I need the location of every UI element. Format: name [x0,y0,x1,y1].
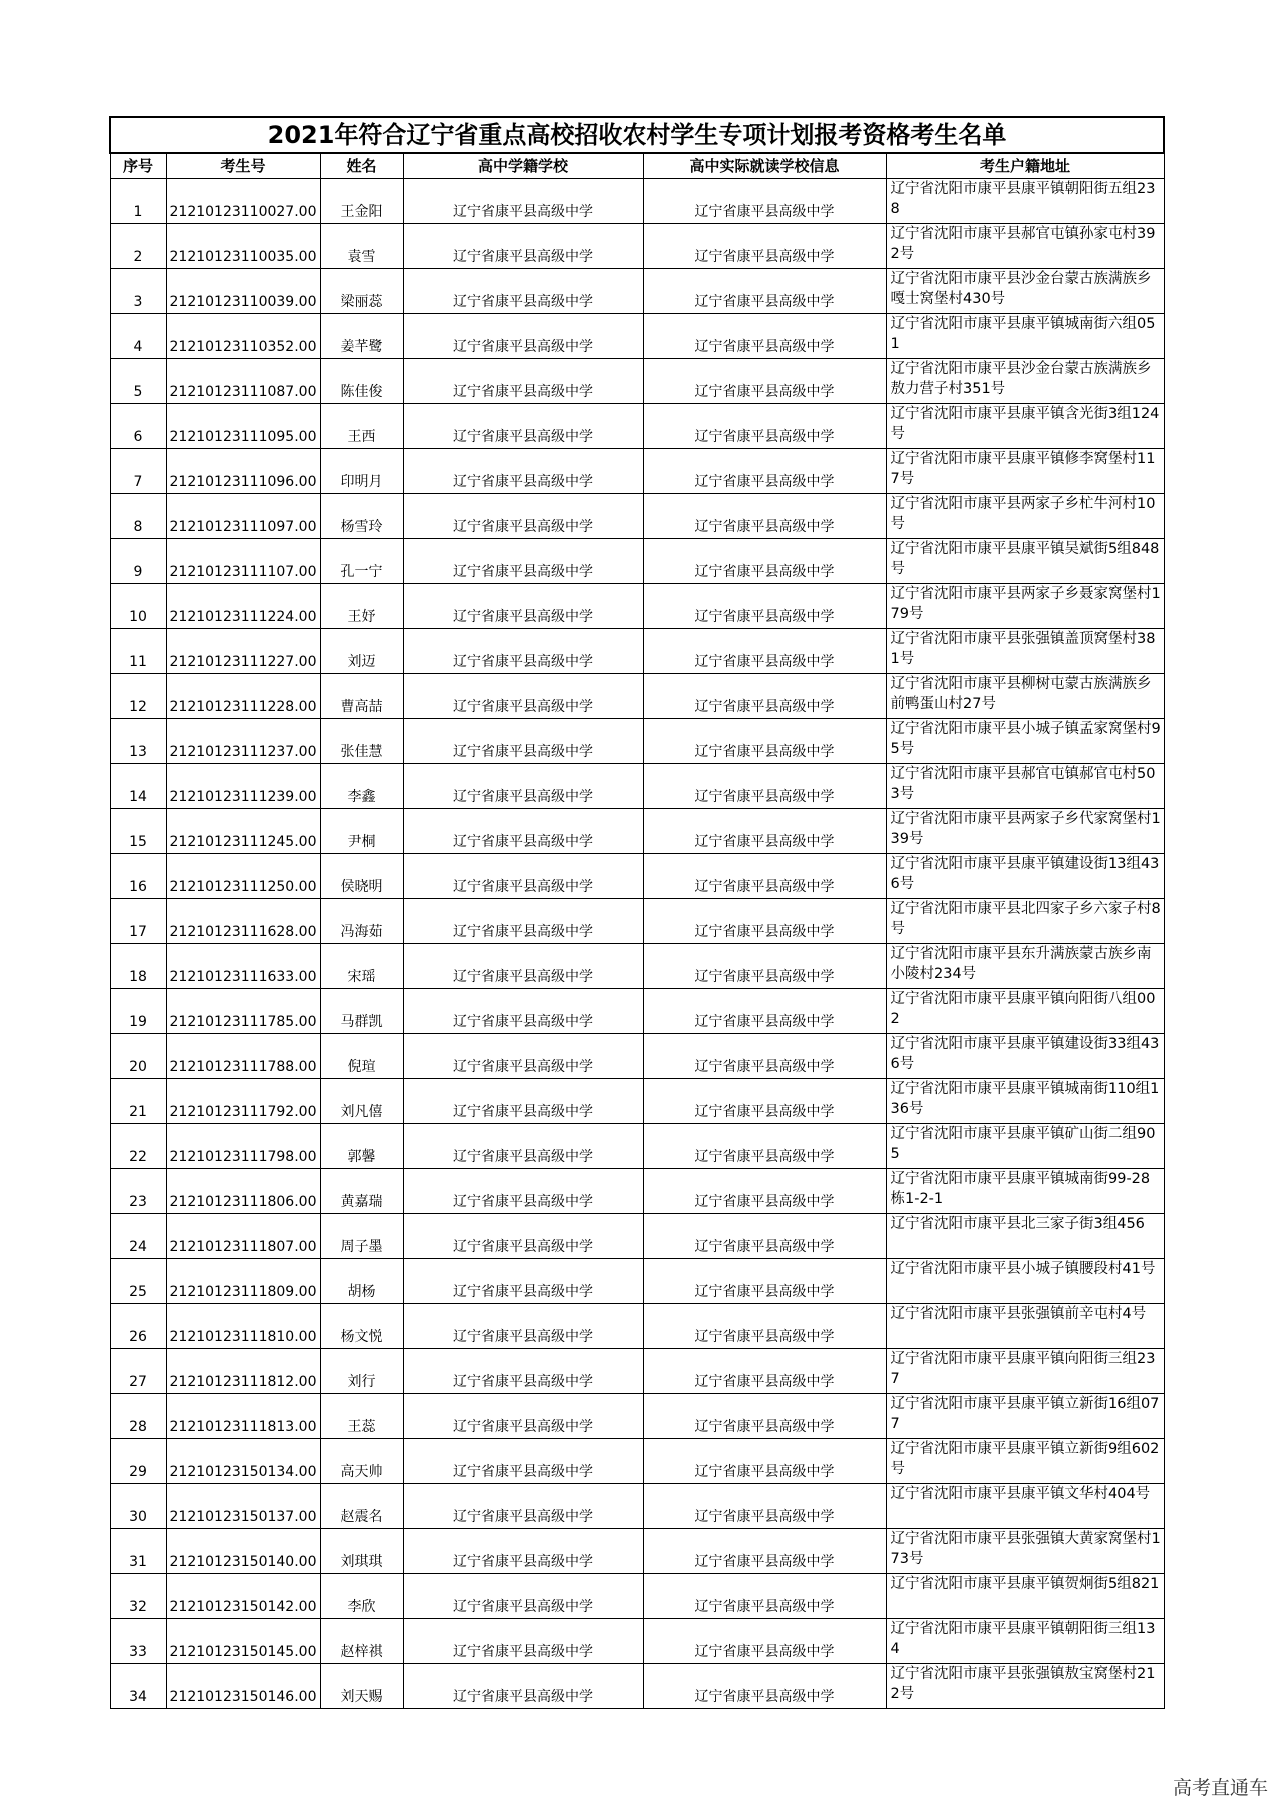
actual-school: 辽宁省康平县高级中学 [643,854,886,899]
actual-school: 辽宁省康平县高级中学 [643,314,886,359]
exam-id: 21210123150142.00 [166,1574,320,1619]
actual-school: 辽宁省康平县高级中学 [643,584,886,629]
row-index: 31 [110,1529,166,1574]
student-name: 赵震名 [320,1484,403,1529]
actual-school: 辽宁省康平县高级中学 [643,1034,886,1079]
household-address: 辽宁省沈阳市康平县两家子乡杧牛河村10号 [886,494,1164,539]
registered-school: 辽宁省康平县高级中学 [403,809,643,854]
table-row [110,1349,1164,1394]
student-name: 王金阳 [320,179,403,224]
household-address: 辽宁省沈阳市康平县康平镇城南街六组051 [886,314,1164,359]
exam-id: 21210123110027.00 [166,179,320,224]
exam-id: 21210123110352.00 [166,314,320,359]
student-name: 李鑫 [320,764,403,809]
registered-school: 辽宁省康平县高级中学 [403,989,643,1034]
registered-school: 辽宁省康平县高级中学 [403,1304,643,1349]
household-address: 辽宁省沈阳市康平县小城子镇腰段村41号 [886,1259,1164,1304]
table-row [110,1034,1164,1079]
table-row [110,224,1164,269]
household-address: 辽宁省沈阳市康平县东升满族蒙古族乡南小陵村234号 [886,944,1164,989]
row-index: 9 [110,539,166,584]
registered-school: 辽宁省康平县高级中学 [403,449,643,494]
household-address: 辽宁省沈阳市康平县康平镇建设街33组436号 [886,1034,1164,1079]
header-exam-id: 考生号 [166,153,320,179]
row-index: 12 [110,674,166,719]
registered-school: 辽宁省康平县高级中学 [403,629,643,674]
exam-id: 21210123111245.00 [166,809,320,854]
household-address: 辽宁省沈阳市康平县康平镇修李窝堡村117号 [886,449,1164,494]
actual-school: 辽宁省康平县高级中学 [643,809,886,854]
actual-school: 辽宁省康平县高级中学 [643,449,886,494]
table-row [110,944,1164,989]
table-row [110,179,1164,224]
row-index: 14 [110,764,166,809]
registered-school: 辽宁省康平县高级中学 [403,1034,643,1079]
exam-id: 21210123111788.00 [166,1034,320,1079]
student-name: 宋瑶 [320,944,403,989]
table-row [110,1214,1164,1259]
header-registered-school: 高中学籍学校 [403,153,643,179]
student-name: 袁雪 [320,224,403,269]
actual-school: 辽宁省康平县高级中学 [643,674,886,719]
registered-school: 辽宁省康平县高级中学 [403,1664,643,1709]
student-name: 孔一宁 [320,539,403,584]
exam-id: 21210123111633.00 [166,944,320,989]
table-row [110,1124,1164,1169]
table-row [110,1394,1164,1439]
household-address: 辽宁省沈阳市康平县张强镇盖顶窝堡村381号 [886,629,1164,674]
table-row [110,629,1164,674]
registered-school: 辽宁省康平县高级中学 [403,899,643,944]
watermark: 高考直通车 [1172,1777,1268,1799]
actual-school: 辽宁省康平县高级中学 [643,269,886,314]
household-address: 辽宁省沈阳市康平县康平镇吴斌街5组848号 [886,539,1164,584]
row-index: 25 [110,1259,166,1304]
header-name: 姓名 [320,153,403,179]
row-index: 28 [110,1394,166,1439]
table-row [110,1619,1164,1664]
exam-id: 21210123150137.00 [166,1484,320,1529]
student-name: 杨雪玲 [320,494,403,539]
registered-school: 辽宁省康平县高级中学 [403,854,643,899]
registered-school: 辽宁省康平县高级中学 [403,539,643,584]
registered-school: 辽宁省康平县高级中学 [403,224,643,269]
registered-school: 辽宁省康平县高级中学 [403,1619,643,1664]
household-address: 辽宁省沈阳市康平县康平镇朝阳街三组134 [886,1619,1164,1664]
student-name: 赵梓祺 [320,1619,403,1664]
exam-id: 21210123110039.00 [166,269,320,314]
row-index: 29 [110,1439,166,1484]
roster-sheet [109,116,1163,1709]
table-row [110,764,1164,809]
registered-school: 辽宁省康平县高级中学 [403,1484,643,1529]
student-name: 张佳慧 [320,719,403,764]
row-index: 4 [110,314,166,359]
table-row [110,1484,1164,1529]
student-name: 姜芊鹭 [320,314,403,359]
registered-school: 辽宁省康平县高级中学 [403,719,643,764]
actual-school: 辽宁省康平县高级中学 [643,764,886,809]
table-row [110,494,1164,539]
exam-id: 21210123111792.00 [166,1079,320,1124]
student-name: 黄嘉瑞 [320,1169,403,1214]
registered-school: 辽宁省康平县高级中学 [403,584,643,629]
student-name: 高天帅 [320,1439,403,1484]
row-index: 34 [110,1664,166,1709]
household-address: 辽宁省沈阳市康平县北三家子街3组456 [886,1214,1164,1259]
household-address: 辽宁省沈阳市康平县张强镇大黄家窝堡村173号 [886,1529,1164,1574]
exam-id: 21210123111237.00 [166,719,320,764]
exam-id: 21210123150146.00 [166,1664,320,1709]
household-address: 辽宁省沈阳市康平县柳树屯蒙古族满族乡前鸭蛋山村27号 [886,674,1164,719]
table-row [110,719,1164,764]
student-name: 周子墨 [320,1214,403,1259]
registered-school: 辽宁省康平县高级中学 [403,314,643,359]
student-name: 马群凯 [320,989,403,1034]
table-row [110,1439,1164,1484]
row-index: 16 [110,854,166,899]
actual-school: 辽宁省康平县高级中学 [643,1079,886,1124]
household-address: 辽宁省沈阳市康平县两家子乡代家窝堡村139号 [886,809,1164,854]
row-index: 15 [110,809,166,854]
row-index: 19 [110,989,166,1034]
registered-school: 辽宁省康平县高级中学 [403,359,643,404]
row-index: 23 [110,1169,166,1214]
registered-school: 辽宁省康平县高级中学 [403,1079,643,1124]
row-index: 5 [110,359,166,404]
household-address: 辽宁省沈阳市康平县康平镇建设街13组436号 [886,854,1164,899]
student-name: 刘行 [320,1349,403,1394]
table-row [110,1079,1164,1124]
student-name: 陈佳俊 [320,359,403,404]
table-header-row [110,153,1164,179]
exam-id: 21210123111239.00 [166,764,320,809]
exam-id: 21210123111095.00 [166,404,320,449]
table-row [110,1169,1164,1214]
registered-school: 辽宁省康平县高级中学 [403,1574,643,1619]
student-name: 刘天赐 [320,1664,403,1709]
household-address: 辽宁省沈阳市康平县康平镇立新街9组602号 [886,1439,1164,1484]
table-row [110,449,1164,494]
actual-school: 辽宁省康平县高级中学 [643,404,886,449]
table-row [110,404,1164,449]
household-address: 辽宁省沈阳市康平县康平镇向阳街三组237 [886,1349,1164,1394]
actual-school: 辽宁省康平县高级中学 [643,1439,886,1484]
row-index: 27 [110,1349,166,1394]
actual-school: 辽宁省康平县高级中学 [643,719,886,764]
roster-table [109,116,1165,1709]
table-row [110,989,1164,1034]
registered-school: 辽宁省康平县高级中学 [403,1349,643,1394]
actual-school: 辽宁省康平县高级中学 [643,224,886,269]
header-actual-school: 高中实际就读学校信息 [643,153,886,179]
actual-school: 辽宁省康平县高级中学 [643,1304,886,1349]
exam-id: 21210123110035.00 [166,224,320,269]
registered-school: 辽宁省康平县高级中学 [403,764,643,809]
exam-id: 21210123111096.00 [166,449,320,494]
student-name: 王蕊 [320,1394,403,1439]
actual-school: 辽宁省康平县高级中学 [643,989,886,1034]
household-address: 辽宁省沈阳市康平县康平镇城南街110组136号 [886,1079,1164,1124]
header-address: 考生户籍地址 [886,153,1164,179]
row-index: 8 [110,494,166,539]
exam-id: 21210123111813.00 [166,1394,320,1439]
exam-id: 21210123111798.00 [166,1124,320,1169]
exam-id: 21210123111628.00 [166,899,320,944]
table-row [110,854,1164,899]
table-row [110,1259,1164,1304]
actual-school: 辽宁省康平县高级中学 [643,1484,886,1529]
household-address: 辽宁省沈阳市康平县北四家子乡六家子村8号 [886,899,1164,944]
table-row [110,1664,1164,1709]
exam-id: 21210123111250.00 [166,854,320,899]
table-row [110,359,1164,404]
table-row [110,674,1164,719]
row-index: 32 [110,1574,166,1619]
row-index: 7 [110,449,166,494]
row-index: 11 [110,629,166,674]
actual-school: 辽宁省康平县高级中学 [643,539,886,584]
row-index: 20 [110,1034,166,1079]
household-address: 辽宁省沈阳市康平县康平镇城南街99-28栋1-2-1 [886,1169,1164,1214]
actual-school: 辽宁省康平县高级中学 [643,1214,886,1259]
exam-id: 21210123150145.00 [166,1619,320,1664]
household-address: 辽宁省沈阳市康平县张强镇敖宝窝堡村212号 [886,1664,1164,1709]
actual-school: 辽宁省康平县高级中学 [643,629,886,674]
exam-id: 21210123111807.00 [166,1214,320,1259]
student-name: 王西 [320,404,403,449]
exam-id: 21210123111097.00 [166,494,320,539]
exam-id: 21210123111812.00 [166,1349,320,1394]
exam-id: 21210123111087.00 [166,359,320,404]
household-address: 辽宁省沈阳市康平县康平镇朝阳街五组238 [886,179,1164,224]
student-name: 倪瑄 [320,1034,403,1079]
actual-school: 辽宁省康平县高级中学 [643,1619,886,1664]
actual-school: 辽宁省康平县高级中学 [643,1349,886,1394]
row-index: 22 [110,1124,166,1169]
household-address: 辽宁省沈阳市康平县沙金台蒙古族满族乡敖力营子村351号 [886,359,1164,404]
actual-school: 辽宁省康平县高级中学 [643,944,886,989]
table-row [110,1304,1164,1349]
exam-id: 21210123111107.00 [166,539,320,584]
student-name: 尹桐 [320,809,403,854]
registered-school: 辽宁省康平县高级中学 [403,269,643,314]
row-index: 30 [110,1484,166,1529]
exam-id: 21210123111809.00 [166,1259,320,1304]
document-title: 2021年符合辽宁省重点高校招收农村学生专项计划报考资格考生名单 [110,117,1164,153]
exam-id: 21210123111810.00 [166,1304,320,1349]
student-name: 胡杨 [320,1259,403,1304]
row-index: 24 [110,1214,166,1259]
actual-school: 辽宁省康平县高级中学 [643,1169,886,1214]
actual-school: 辽宁省康平县高级中学 [643,1259,886,1304]
exam-id: 21210123150134.00 [166,1439,320,1484]
student-name: 印明月 [320,449,403,494]
household-address: 辽宁省沈阳市康平县郝官屯镇孙家屯村392号 [886,224,1164,269]
registered-school: 辽宁省康平县高级中学 [403,1394,643,1439]
row-index: 10 [110,584,166,629]
row-index: 2 [110,224,166,269]
exam-id: 21210123111228.00 [166,674,320,719]
exam-id: 21210123111785.00 [166,989,320,1034]
student-name: 刘琪琪 [320,1529,403,1574]
household-address: 辽宁省沈阳市康平县两家子乡聂家窝堡村179号 [886,584,1164,629]
household-address: 辽宁省沈阳市康平县沙金台蒙古族满族乡嘎士窝堡村430号 [886,269,1164,314]
header-index: 序号 [110,153,166,179]
actual-school: 辽宁省康平县高级中学 [643,494,886,539]
row-index: 1 [110,179,166,224]
row-index: 18 [110,944,166,989]
registered-school: 辽宁省康平县高级中学 [403,1529,643,1574]
table-row [110,809,1164,854]
actual-school: 辽宁省康平县高级中学 [643,1124,886,1169]
student-name: 杨文悦 [320,1304,403,1349]
household-address: 辽宁省沈阳市康平县康平镇贺炯街5组821 [886,1574,1164,1619]
exam-id: 21210123111227.00 [166,629,320,674]
exam-id: 21210123150140.00 [166,1529,320,1574]
household-address: 辽宁省沈阳市康平县张强镇前辛屯村4号 [886,1304,1164,1349]
row-index: 6 [110,404,166,449]
row-index: 26 [110,1304,166,1349]
table-row [110,314,1164,359]
household-address: 辽宁省沈阳市康平县康平镇立新街16组077 [886,1394,1164,1439]
actual-school: 辽宁省康平县高级中学 [643,179,886,224]
exam-id: 21210123111224.00 [166,584,320,629]
student-name: 侯晓明 [320,854,403,899]
household-address: 辽宁省沈阳市康平县康平镇含光街3组124号 [886,404,1164,449]
household-address: 辽宁省沈阳市康平县康平镇向阳街八组002 [886,989,1164,1034]
exam-id: 21210123111806.00 [166,1169,320,1214]
student-name: 冯海茹 [320,899,403,944]
actual-school: 辽宁省康平县高级中学 [643,1529,886,1574]
actual-school: 辽宁省康平县高级中学 [643,1664,886,1709]
row-index: 3 [110,269,166,314]
actual-school: 辽宁省康平县高级中学 [643,899,886,944]
table-row [110,1529,1164,1574]
student-name: 刘凡僖 [320,1079,403,1124]
row-index: 33 [110,1619,166,1664]
registered-school: 辽宁省康平县高级中学 [403,494,643,539]
actual-school: 辽宁省康平县高级中学 [643,359,886,404]
registered-school: 辽宁省康平县高级中学 [403,1259,643,1304]
student-name: 刘迈 [320,629,403,674]
table-row [110,539,1164,584]
student-name: 李欣 [320,1574,403,1619]
registered-school: 辽宁省康平县高级中学 [403,1124,643,1169]
household-address: 辽宁省沈阳市康平县康平镇文华村404号 [886,1484,1164,1529]
registered-school: 辽宁省康平县高级中学 [403,404,643,449]
table-row [110,1574,1164,1619]
student-name: 王妤 [320,584,403,629]
registered-school: 辽宁省康平县高级中学 [403,944,643,989]
table-row [110,269,1164,314]
row-index: 13 [110,719,166,764]
household-address: 辽宁省沈阳市康平县康平镇矿山街二组905 [886,1124,1164,1169]
registered-school: 辽宁省康平县高级中学 [403,179,643,224]
student-name: 曹高喆 [320,674,403,719]
household-address: 辽宁省沈阳市康平县小城子镇孟家窝堡村95号 [886,719,1164,764]
actual-school: 辽宁省康平县高级中学 [643,1394,886,1439]
registered-school: 辽宁省康平县高级中学 [403,1214,643,1259]
registered-school: 辽宁省康平县高级中学 [403,1169,643,1214]
actual-school: 辽宁省康平县高级中学 [643,1574,886,1619]
student-name: 梁丽蕊 [320,269,403,314]
row-index: 21 [110,1079,166,1124]
row-index: 17 [110,899,166,944]
table-row [110,899,1164,944]
registered-school: 辽宁省康平县高级中学 [403,1439,643,1484]
registered-school: 辽宁省康平县高级中学 [403,674,643,719]
student-name: 郭馨 [320,1124,403,1169]
table-row [110,584,1164,629]
household-address: 辽宁省沈阳市康平县郝官屯镇郝官屯村503号 [886,764,1164,809]
table-body [110,179,1164,1709]
